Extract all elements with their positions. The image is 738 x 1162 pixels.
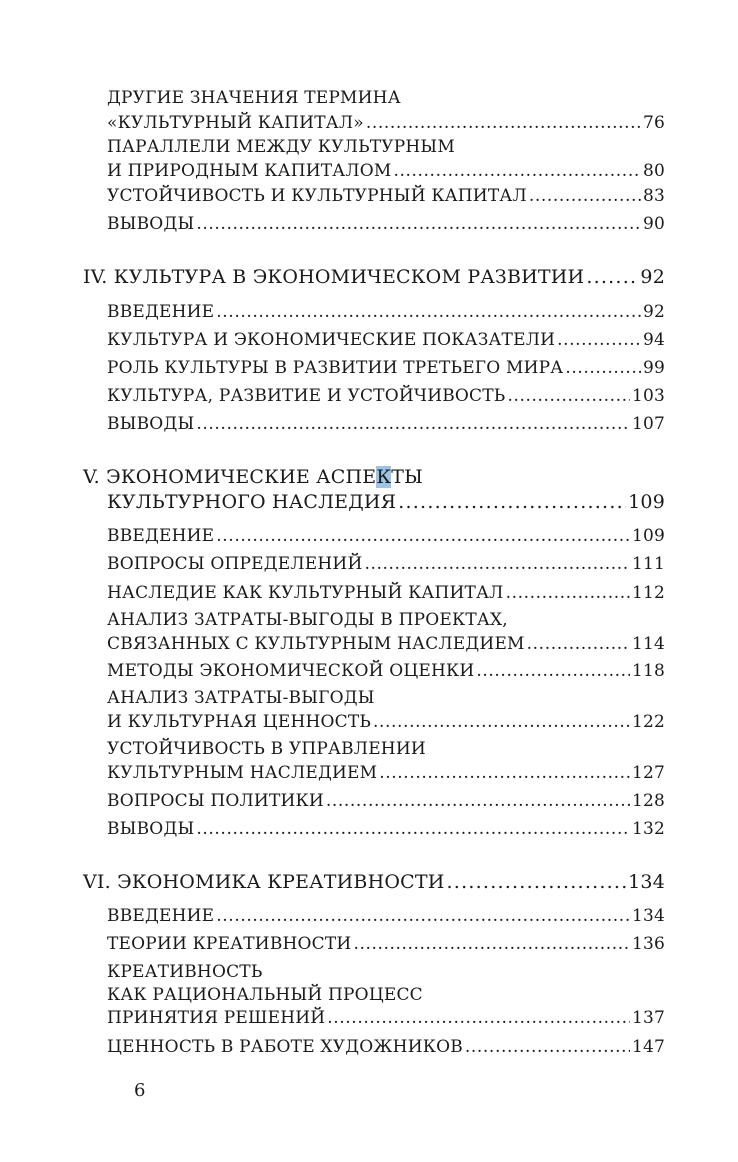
toc-entry-title-line: ЦЕННОСТЬ В РАБОТЕ ХУДОЖНИКОВ (107, 1037, 463, 1057)
toc-entry-title-line: НАСЛЕДИЕ КАК КУЛЬТУРНЫЙ КАПИТАЛ (107, 583, 504, 603)
dot-leader (327, 1006, 630, 1030)
dot-leader (529, 184, 641, 208)
dot-leader (216, 524, 630, 548)
dot-leader (364, 552, 629, 576)
toc-chapter-title: VI. ЭКОНОМИКА КРЕАТИВНОСТИ (83, 871, 445, 893)
toc-page-number: 76 (642, 113, 665, 133)
toc-page-number: 107 (631, 414, 665, 434)
toc-entry-title-line: ВЫВОДЫ (107, 214, 195, 234)
toc-page-number: 147 (631, 1037, 665, 1057)
toc-entry-title-line: ВЫВОДЫ (107, 819, 195, 839)
dot-leader (586, 265, 638, 289)
dot-leader (373, 710, 630, 734)
toc-page-number: 92 (640, 266, 665, 288)
dot-leader (196, 817, 630, 841)
dot-leader (353, 932, 629, 956)
toc-entry-title-line: КАК РАЦИОНАЛЬНЫЙ ПРОЦЕСС (107, 985, 423, 1005)
toc-chapter-title: V. ЭКОНОМИЧЕСКИЕ АСПЕКТЫ (83, 466, 423, 488)
toc-entry-title-line: ВОПРОСЫ ОПРЕДЕЛЕНИЙ (107, 554, 363, 574)
toc-entry-title-line: ТЕОРИИ КРЕАТИВНОСТИ (107, 934, 352, 954)
dot-leader (398, 490, 626, 514)
dot-leader (507, 384, 629, 408)
toc-entry-title-line: УСТОЙЧИВОСТЬ В УПРАВЛЕНИИ (107, 739, 426, 759)
toc-page-number: 134 (628, 871, 665, 893)
toc-page-number: 92 (642, 302, 665, 322)
toc-page-number: 132 (631, 819, 665, 839)
toc-chapter-title: IV. КУЛЬТУРА В ЭКОНОМИЧЕСКОМ РАЗВИТИИ (83, 266, 585, 288)
toc-entry-title-line: ВВЕДЕНИЕ (107, 526, 215, 546)
toc-page-number: 112 (631, 583, 665, 603)
text-selection-highlight: К (376, 466, 392, 488)
toc-entry-title-line: ДРУГИЕ ЗНАЧЕНИЯ ТЕРМИНА (107, 88, 401, 108)
toc-entry-title-line: КУЛЬТУРА И ЭКОНОМИЧЕСКИЕ ПОКАЗАТЕЛИ (107, 330, 556, 350)
toc-entry-title-line: РОЛЬ КУЛЬТУРЫ В РАЗВИТИИ ТРЕТЬЕГО МИРА (107, 358, 564, 378)
toc-page-number: 94 (642, 330, 665, 350)
toc-page-number: 109 (631, 526, 665, 546)
toc-page-number: 80 (642, 161, 665, 181)
toc-page-number: 127 (631, 763, 665, 783)
dot-leader (366, 111, 641, 135)
toc-page-number: 83 (642, 186, 665, 206)
dot-leader (506, 581, 630, 605)
toc-entry-title-line: «КУЛЬТУРНЫЙ КАПИТАЛ» (107, 113, 364, 133)
toc-page-number: 128 (631, 791, 665, 811)
toc-entry-title-line: АНАЛИЗ ЗАТРАТЫ-ВЫГОДЫ В ПРОЕКТАХ, (107, 610, 508, 630)
toc-entry-title-line: ВВЕДЕНИЕ (107, 906, 215, 926)
toc-entry-title-line: ВВЕДЕНИЕ (107, 302, 215, 322)
toc-page-number: 109 (628, 491, 665, 513)
dot-leader (379, 761, 630, 785)
toc-entry-title-line: АНАЛИЗ ЗАТРАТЫ-ВЫГОДЫ (107, 688, 375, 708)
toc-entry-title-line: КУЛЬТУРНЫМ НАСЛЕДИЕМ (107, 763, 378, 783)
dot-leader (527, 632, 630, 656)
toc-page-number: 114 (631, 634, 665, 654)
toc-entry-title-line: И КУЛЬТУРНАЯ ЦЕННОСТЬ (107, 712, 372, 732)
toc-entry-title-line: ВОПРОСЫ ПОЛИТИКИ (107, 791, 324, 811)
toc-entry-title-line: ВЫВОДЫ (107, 414, 195, 434)
toc-entry-title-line: ПАРАЛЛЕЛИ МЕЖДУ КУЛЬТУРНЫМ (107, 137, 455, 157)
page-number: 6 (134, 1080, 146, 1101)
dot-leader (465, 1035, 630, 1059)
toc-page-number: 136 (631, 934, 665, 954)
toc-page-number: 90 (642, 214, 665, 234)
toc-entry-title-line: МЕТОДЫ ЭКОНОМИЧЕСКОЙ ОЦЕНКИ (107, 661, 475, 681)
dot-leader (216, 300, 641, 324)
toc-page-number: 122 (631, 712, 665, 732)
toc-page-number: 99 (642, 358, 665, 378)
toc-entry-title-line: КРЕАТИВНОСТЬ (107, 962, 263, 982)
dot-leader (557, 328, 641, 352)
dot-leader (216, 904, 630, 928)
dot-leader (196, 212, 641, 236)
dot-leader (565, 356, 641, 380)
toc-page-number: 137 (631, 1008, 665, 1028)
toc-page-number: 118 (631, 661, 665, 681)
toc-entry-title-line: СВЯЗАННЫХ С КУЛЬТУРНЫМ НАСЛЕДИЕМ (107, 634, 525, 654)
dot-leader (326, 789, 630, 813)
toc-chapter-title: КУЛЬТУРНОГО НАСЛЕДИЯ (107, 491, 397, 513)
toc-page-number: 111 (631, 554, 665, 574)
toc-page-number: 134 (631, 906, 665, 926)
dot-leader (447, 870, 627, 894)
toc-entry-title-line: УСТОЙЧИВОСТЬ И КУЛЬТУРНЫЙ КАПИТАЛ (107, 186, 527, 206)
dot-leader (394, 159, 641, 183)
toc-entry-title-line: КУЛЬТУРА, РАЗВИТИЕ И УСТОЙЧИВОСТЬ (107, 386, 506, 406)
dot-leader (196, 412, 630, 436)
dot-leader (476, 659, 630, 683)
toc-page-number: 103 (631, 386, 665, 406)
toc-entry-title-line: ПРИНЯТИЯ РЕШЕНИЙ (107, 1008, 326, 1028)
toc-entry-title-line: И ПРИРОДНЫМ КАПИТАЛОМ (107, 161, 392, 181)
